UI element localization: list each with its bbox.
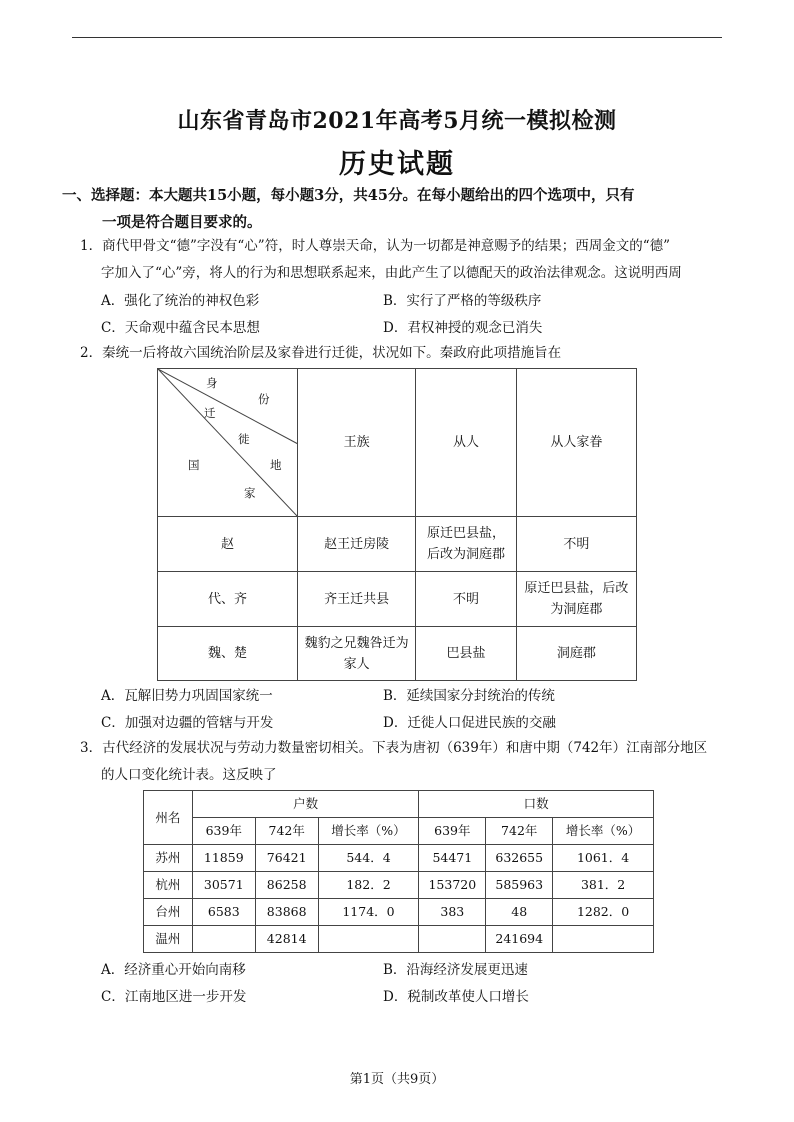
q3-cell: 温州 [144, 926, 193, 953]
q2-cell-families: 原迁巴县盐，后改为洞庭郡 [516, 572, 636, 627]
q3-cell: 杭州 [144, 872, 193, 899]
table-row [144, 926, 654, 953]
table-row [158, 572, 637, 627]
q3-cell [192, 926, 255, 953]
q3-cell: 1282．0 [553, 899, 654, 926]
q3-sub-header: 增长率（%） [318, 818, 419, 845]
q2-option-b[interactable]: B．延续国家分封统治的传统 [383, 688, 555, 704]
q3-option-c[interactable]: C．江南地区进一步开发 [101, 989, 247, 1005]
q3-cell: 381．2 [553, 872, 654, 899]
table-row [144, 899, 654, 926]
q1-option-a[interactable]: A．强化了统治的神权色彩 [101, 293, 260, 309]
q3-cell: 30571 [192, 872, 255, 899]
diag-label-qian: 迁 [204, 406, 216, 420]
q3-sub-header: 增长率（%） [553, 818, 654, 845]
diag-label-di: 地 [270, 458, 282, 472]
q3-cell: 383 [419, 899, 486, 926]
q3-stem-line-2: 的人口变化统计表。这反映了 [101, 767, 277, 783]
q3-cell: 42814 [255, 926, 318, 953]
section-line-2: 一项是符合题目要求的。 [102, 214, 262, 231]
q3-col-name: 州名 [144, 791, 193, 845]
q3-option-b[interactable]: B．沿海经济发展更迅速 [383, 962, 528, 978]
q3-cell: 11859 [192, 845, 255, 872]
q2-header-families: 从人家眷 [516, 369, 636, 517]
q3-sub-header: 742年 [486, 818, 553, 845]
q1-option-c[interactable]: C．天命观中蕴含民本思想 [101, 320, 260, 336]
diagonal-lines [158, 369, 298, 517]
q3-cell: 153720 [419, 872, 486, 899]
q2-option-c[interactable]: C．加强对边疆的管辖与开发 [101, 715, 274, 731]
q2-cell-retainers: 不明 [416, 572, 516, 627]
exam-subtitle: 历史试题 [339, 149, 455, 180]
q3-cell: 台州 [144, 899, 193, 926]
q3-cell [553, 926, 654, 953]
table-row [158, 517, 637, 572]
q2-cell-royal: 齐王迁共县 [298, 572, 416, 627]
q3-group-population: 口数 [419, 791, 654, 818]
q3-option-d[interactable]: D．税制改革使人口增长 [383, 989, 529, 1005]
q3-cell: 76421 [255, 845, 318, 872]
q3-cell: 632655 [486, 845, 553, 872]
q3-sub-header: 639年 [192, 818, 255, 845]
q2-cell-state: 魏、楚 [158, 627, 298, 681]
exam-title: 山东省青岛市2021年高考5月统一模拟检测 [177, 108, 617, 134]
header-rule [72, 37, 722, 38]
diag-label-fen: 份 [258, 392, 270, 406]
diag-label-guo: 国 [188, 458, 200, 472]
q3-population-table [143, 790, 654, 953]
q3-cell: 585963 [486, 872, 553, 899]
q2-header-retainers: 从人 [416, 369, 516, 517]
q2-diagonal-header [158, 369, 298, 517]
q2-option-d[interactable]: D．迁徙人口促进民族的交融 [383, 715, 556, 731]
q3-cell: 54471 [419, 845, 486, 872]
q3-cell: 1061．4 [553, 845, 654, 872]
table-row [144, 845, 654, 872]
q2-cell-families: 洞庭郡 [516, 627, 636, 681]
q3-cell: 182．2 [318, 872, 419, 899]
q3-option-a[interactable]: A．经济重心开始向南移 [101, 962, 246, 978]
q2-cell-state: 代、齐 [158, 572, 298, 627]
q2-table [157, 368, 637, 681]
q3-cell: 苏州 [144, 845, 193, 872]
q3-cell: 48 [486, 899, 553, 926]
q2-cell-state: 赵 [158, 517, 298, 572]
q3-cell [419, 926, 486, 953]
q2-cell-retainers: 巴县盐 [416, 627, 516, 681]
q2-stem: 2．秦统一后将故六国统治阶层及家眷进行迁徙，状况如下。秦政府此项措施旨在 [80, 345, 562, 361]
q2-cell-families: 不明 [516, 517, 636, 572]
q1-stem-line-1: 1．商代甲骨文“德”字没有“心”符，时人尊崇天命，认为一切都是神意赐予的结果；西周金文的“德” [80, 238, 670, 254]
q3-cell: 6583 [192, 899, 255, 926]
q3-cell [318, 926, 419, 953]
q3-stem-line-1: 3．古代经济的发展状况与劳动力数量密切相关。下表为唐初（639年）和唐中期（742年）江南部分地区 [80, 740, 708, 756]
q2-cell-royal: 魏豹之兄魏咎迁为家人 [298, 627, 416, 681]
q2-cell-royal: 赵王迁房陵 [298, 517, 416, 572]
q3-cell: 241694 [486, 926, 553, 953]
q3-cell: 544．4 [318, 845, 419, 872]
section-heading [62, 182, 732, 236]
q1-option-d[interactable]: D．君权神授的观念已消失 [383, 320, 543, 336]
q2-cell-retainers: 原迁巴县盐，后改为洞庭郡 [416, 517, 516, 572]
q2-header-royal: 王族 [298, 369, 416, 517]
q3-cell: 83868 [255, 899, 318, 926]
q2-option-a[interactable]: A．瓦解旧势力巩固国家统一 [101, 688, 273, 704]
q3-cell: 86258 [255, 872, 318, 899]
q1-option-b[interactable]: B．实行了严格的等级秩序 [383, 293, 542, 309]
q1-stem-line-2: 字加入了“心”旁，将人的行为和思想联系起来，由此产生了以德配天的政治法律观念。这说明西周 [101, 265, 682, 281]
diag-label-xi: 徙 [238, 432, 250, 446]
q3-sub-header: 742年 [255, 818, 318, 845]
table-row [144, 872, 654, 899]
q3-sub-header: 639年 [419, 818, 486, 845]
diag-label-jia: 家 [244, 486, 256, 500]
q3-cell: 1174．0 [318, 899, 419, 926]
section-line-1: 一、选择题：本大题共15小题，每小题3分，共45分。在每小题给出的四个选项中，只有 [62, 187, 635, 204]
table-row [158, 627, 637, 681]
q3-group-households: 户数 [192, 791, 419, 818]
diag-label-shen: 身 [206, 376, 218, 390]
page-footer: 第1页（共9页） [349, 1072, 445, 1087]
